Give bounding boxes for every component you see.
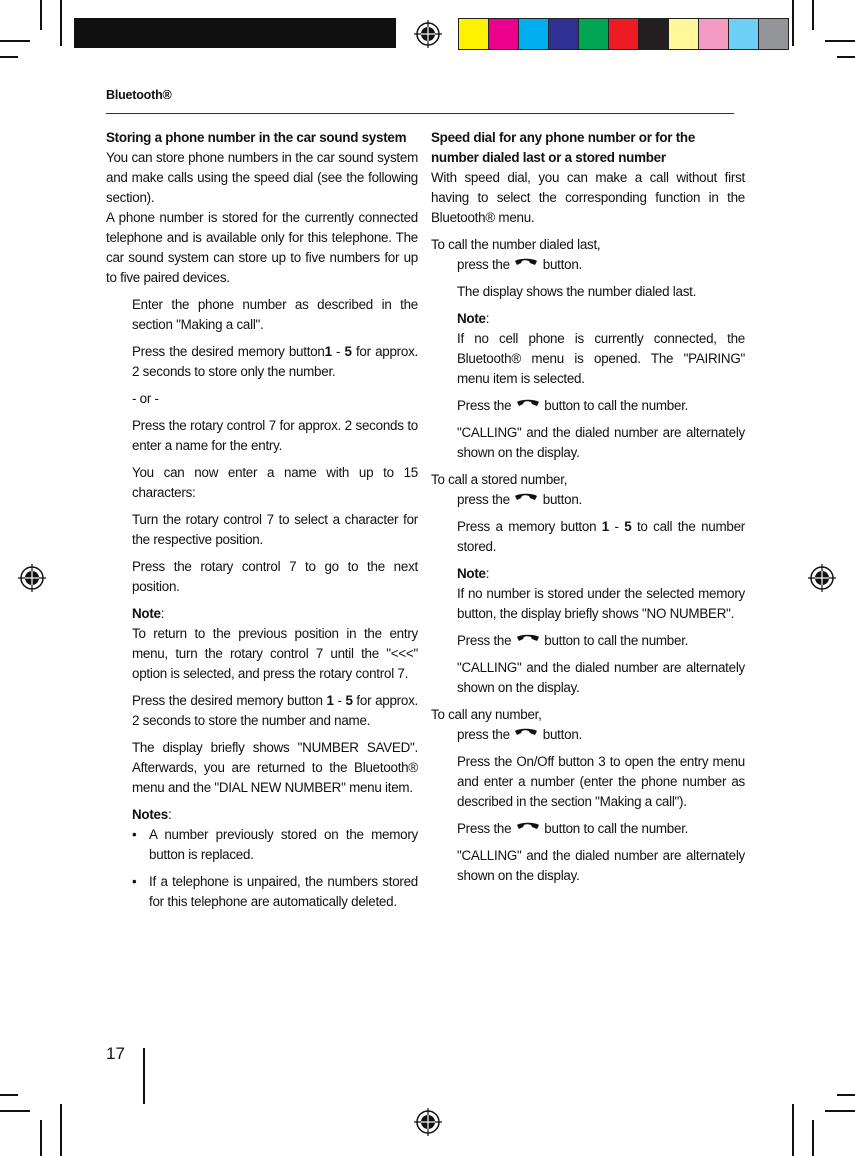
- step-text: Turn the rotary control: [132, 512, 267, 527]
- crop-mark: [60, 0, 62, 46]
- registration-mark-icon: [414, 1108, 442, 1136]
- note-heading: [431, 309, 745, 329]
- note-text: [106, 624, 418, 684]
- step-text: Press the rotary control: [132, 418, 269, 433]
- bullet-item: • A number previously stored on the memory button is replaced.: [106, 825, 418, 865]
- note-heading: [106, 604, 418, 624]
- step: "CALLING" and the dialed number are alternately shown on the display.: [457, 425, 745, 460]
- step-text: button.: [539, 492, 582, 507]
- crop-mark: [0, 1110, 30, 1112]
- notes-heading: [106, 805, 418, 825]
- control-ref: 7: [315, 646, 324, 661]
- step: [106, 416, 418, 456]
- color-swatch: [489, 19, 519, 49]
- page-number: 17: [106, 1044, 125, 1063]
- step-text: Press the: [457, 398, 515, 413]
- step-text: -: [609, 519, 625, 534]
- step: [431, 490, 745, 510]
- step-text: Press the: [457, 633, 515, 648]
- step-text: button.: [539, 727, 582, 742]
- step: [431, 752, 745, 812]
- paragraph: You can store phone numbers in the car sound system and make calls using the speed dial (see the following section).: [106, 150, 418, 205]
- phone-icon: [513, 493, 539, 505]
- color-swatch: [759, 19, 788, 49]
- memory-button-ref: 1: [324, 344, 332, 359]
- color-swatch: [639, 19, 669, 49]
- step-text: Press a memory button: [457, 519, 602, 534]
- step-text: -: [331, 344, 345, 359]
- note-text: If no number is stored under the selected memory button, the display briefly shows "NO NUMBER".: [457, 586, 745, 621]
- step-text: to go to the next position.: [132, 559, 418, 594]
- step-text: Press the: [457, 821, 515, 836]
- note-text: If no cell phone is currently connected, the Bluetooth® menu is opened. The "PAIRING" menu item is selected.: [457, 331, 745, 386]
- crop-mark: [837, 1094, 855, 1096]
- step-text: press the: [457, 257, 514, 272]
- note-label: Note: [132, 606, 161, 621]
- note-label: Note: [457, 311, 486, 326]
- step-text: Press the rotary control: [132, 559, 290, 574]
- step-text: press the: [457, 492, 514, 507]
- note-colon: :: [485, 311, 490, 326]
- notes-colon: :: [167, 807, 172, 822]
- memory-button-ref: 1: [601, 519, 609, 534]
- step-text: to open the entry menu and enter a number (enter the phone number as described in the section "Making a call").: [457, 754, 745, 809]
- step: You can now enter a name with up to 15 characters:: [132, 465, 418, 500]
- step: [431, 725, 745, 745]
- paragraph: To call any number,: [431, 707, 542, 722]
- bullet-item: • If a telephone is unpaired, the numbers stored for this telephone are automatically deleted.: [106, 872, 418, 912]
- crop-mark: [792, 0, 794, 46]
- registration-mark-icon: [808, 564, 836, 592]
- paragraph: A phone number is stored for the currently connected telephone and is available only for this telephone. The car sound system can store up to five numbers for up to five paired devices.: [106, 210, 418, 285]
- step-text: press the: [457, 727, 514, 742]
- step: [431, 255, 745, 275]
- memory-button-ref: 1: [326, 693, 334, 708]
- step-text: for approx. 2 seconds to enter a name for the entry.: [132, 418, 418, 453]
- phone-icon: [513, 258, 539, 270]
- section-title: Speed dial for any phone number or for the number dialed last or a stored number: [431, 130, 696, 165]
- paragraph: To call the number dialed last,: [431, 237, 601, 252]
- control-ref: 7: [289, 559, 297, 574]
- note-colon: :: [485, 566, 490, 581]
- note-label: Note: [457, 566, 486, 581]
- phone-icon: [513, 728, 539, 740]
- step: [431, 396, 745, 416]
- step-text: button to call the number.: [540, 398, 689, 413]
- color-swatch: [669, 19, 699, 49]
- control-ref: 7: [266, 512, 274, 527]
- registration-mark-icon: [414, 20, 442, 48]
- color-swatch: [729, 19, 759, 49]
- control-ref: 7: [268, 418, 276, 433]
- note-colon: :: [160, 606, 165, 621]
- step-text: to select a character for the respective position.: [132, 512, 418, 547]
- step-text: for approx. 2 seconds to store the number and name.: [132, 693, 418, 728]
- step-text: Press the desired memory button: [132, 344, 325, 359]
- step-text: for approx. 2 seconds to store only the number.: [132, 344, 419, 379]
- step: Enter the phone number as described in the section "Making a call".: [132, 297, 418, 332]
- color-swatch: [519, 19, 549, 49]
- color-swatch: [609, 19, 639, 49]
- note-heading: [431, 564, 745, 584]
- step: [106, 510, 418, 550]
- phone-icon: [515, 822, 541, 834]
- paragraph: With speed dial, you can make a call without first having to select the corresponding function in the Bluetooth® menu.: [431, 170, 745, 225]
- step-text: button to call the number.: [540, 821, 689, 836]
- step: The display briefly shows "NUMBER SAVED". Afterwards, you are returned to the Bluetooth® menu and the "DIAL NEW NUMBER" menu item.: [132, 740, 418, 795]
- step-text: button.: [539, 257, 582, 272]
- crop-mark: [0, 40, 30, 42]
- step-text: .: [404, 666, 409, 681]
- crop-mark: [812, 1120, 814, 1156]
- crop-mark: [0, 56, 18, 58]
- step: - or -: [132, 391, 159, 406]
- print-density-bar: [74, 18, 396, 48]
- control-ref: 7: [397, 666, 405, 681]
- step-text: to call the number stored.: [457, 519, 745, 554]
- step-text: until the "<<<" option is selected, and press the rotary control: [132, 646, 418, 681]
- right-column: [431, 128, 745, 893]
- crop-mark: [0, 1094, 18, 1096]
- crop-mark: [40, 1120, 42, 1156]
- crop-mark: [825, 1110, 855, 1112]
- crop-mark: [792, 1104, 794, 1156]
- memory-button-ref: 5: [345, 693, 353, 708]
- step: [431, 819, 745, 839]
- header-rule: [106, 113, 734, 114]
- step: "CALLING" and the dialed number are alternately shown on the display.: [457, 660, 745, 695]
- color-swatch: [699, 19, 729, 49]
- section-title: Storing a phone number in the car sound system: [106, 130, 407, 145]
- step: [106, 342, 418, 382]
- crop-mark: [812, 0, 814, 30]
- step: [431, 631, 745, 651]
- crop-mark: [40, 0, 42, 30]
- step: [431, 517, 745, 557]
- crop-mark: [825, 40, 855, 42]
- paragraph: To call a stored number,: [431, 472, 568, 487]
- step: "CALLING" and the dialed number are alternately shown on the display.: [457, 848, 745, 883]
- step-text: Press the On/Off button: [457, 754, 599, 769]
- control-ref: 3: [598, 754, 606, 769]
- notes-label: Notes: [132, 807, 168, 822]
- step: [106, 691, 418, 731]
- step-text: button to call the number.: [540, 633, 689, 648]
- step-text: -: [333, 693, 346, 708]
- color-swatch: [459, 19, 489, 49]
- color-swatch: [549, 19, 579, 49]
- registration-mark-icon: [18, 564, 46, 592]
- color-swatch: [579, 19, 609, 49]
- color-calibration-bar: [458, 18, 789, 50]
- phone-icon: [515, 399, 541, 411]
- section-header: Bluetooth®: [106, 88, 172, 102]
- step: [106, 557, 418, 597]
- crop-mark: [837, 56, 855, 58]
- crop-mark: [60, 1104, 62, 1156]
- left-column: [106, 128, 418, 919]
- memory-button-ref: 5: [344, 344, 352, 359]
- page-number-divider: [143, 1048, 145, 1104]
- step-text: Press the desired memory button: [132, 693, 327, 708]
- phone-icon: [515, 634, 541, 646]
- memory-button-ref: 5: [624, 519, 632, 534]
- step: The display shows the number dialed last.: [457, 284, 697, 299]
- step-text: To return to the previous position in the entry menu, turn the rotary control: [132, 626, 418, 661]
